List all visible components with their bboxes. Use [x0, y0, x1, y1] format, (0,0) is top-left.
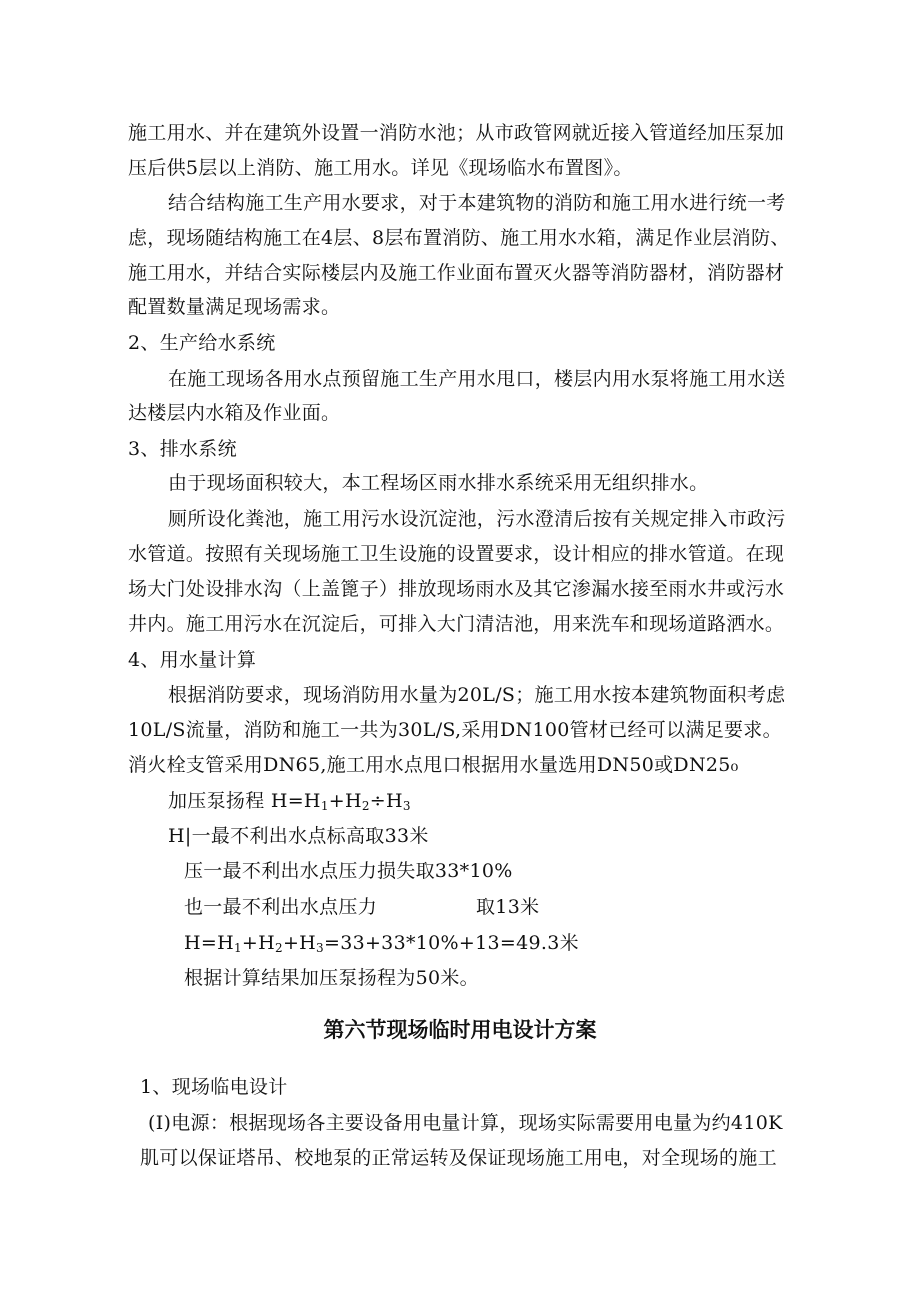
formula-line: $H=H_1+H_2+H_3=33+33*10\%+13=49.3$米 — [184, 932, 579, 955]
subsection-heading: 3、排水系统 — [128, 438, 237, 460]
subsection-heading: 2、生产给水系统 — [128, 332, 276, 354]
paragraph-line: 虑，现场随结构施工在4层、8层布置消防、施工用水水箱，满足作业层消防、 — [128, 227, 790, 249]
paragraph-line: (I)电源：根据现场各主要设备用电量计算，现场实际需要用电量为约410K — [148, 1112, 783, 1134]
paragraph-line: 10L/S流量，消防和施工一共为30L/S,采用DN100管材已经可以满足要求。 — [128, 719, 782, 741]
formula-line: 加压泵扬程 $H=H_1+H_2\div H_3$ — [168, 790, 411, 813]
paragraph-line: 压后供5层以上消防、施工用水。详见《现场临水布置图》。 — [128, 157, 633, 179]
paragraph-line: 施工用水、并在建筑外设置一消防水池；从市政管网就近接入管道经加压泵加 — [128, 122, 785, 144]
paragraph-line: 水管道。按照有关现场施工卫生设施的设置要求，设计相应的排水管道。在现 — [128, 543, 785, 565]
paragraph-line: 施工用水，并结合实际楼层内及施工作业面布置灭火器等消防器材，消防器材 — [128, 262, 785, 284]
subsection-heading: 1、现场临电设计 — [140, 1076, 288, 1098]
formula-line: 也一最不利出水点压力 — [184, 896, 378, 918]
paragraph-line: 井内。施工用污水在沉淀后，可排入大门清洁池，用来洗车和现场道路洒水。 — [128, 613, 785, 635]
paragraph-line: 配置数量满足现场需求。 — [128, 296, 341, 318]
section-title: 第六节现场临时用电设计方案 — [323, 1018, 597, 1042]
formula-line: 根据计算结果加压泵扬程为50米。 — [184, 967, 479, 989]
paragraph-line: 厕所设化粪池，施工用污水设沉淀池，污水澄清后按有关规定排入市政污 — [168, 508, 786, 530]
formula-value: 取13米 — [476, 896, 540, 918]
formula-line: H|一最不利出水点标高取33米 — [168, 825, 429, 847]
paragraph-line: 肌可以保证塔吊、校地泵的正常运转及保证现场施工用电，对全现场的施工 — [140, 1147, 777, 1169]
paragraph-line: 结合结构施工生产用水要求，对于本建筑物的消防和施工用水进行统一考 — [168, 192, 786, 214]
paragraph-line: 达楼层内水箱及作业面。 — [128, 402, 341, 424]
formula-line: 压一最不利出水点压力损失取33*10% — [184, 860, 513, 882]
subsection-heading: 4、用水量计算 — [128, 649, 257, 671]
paragraph-line: 消火栓支管采用DN65,施工用水点甩口根据用水量选用DN50或DN25₀ — [128, 754, 739, 776]
paragraph-line: 由于现场面积较大，本工程场区雨水排水系统采用无组织排水。 — [168, 472, 709, 494]
paragraph-line: 根据消防要求，现场消防用水量为20L/S；施工用水按本建筑物面积考虑 — [168, 684, 786, 706]
paragraph-line: 在施工现场各用水点预留施工生产用水甩口，楼层内用水泵将施工用水送 — [168, 368, 786, 390]
paragraph-line: 场大门处设排水沟（上盖篦子）排放现场雨水及其它渗漏水接至雨水井或污水 — [128, 578, 785, 600]
